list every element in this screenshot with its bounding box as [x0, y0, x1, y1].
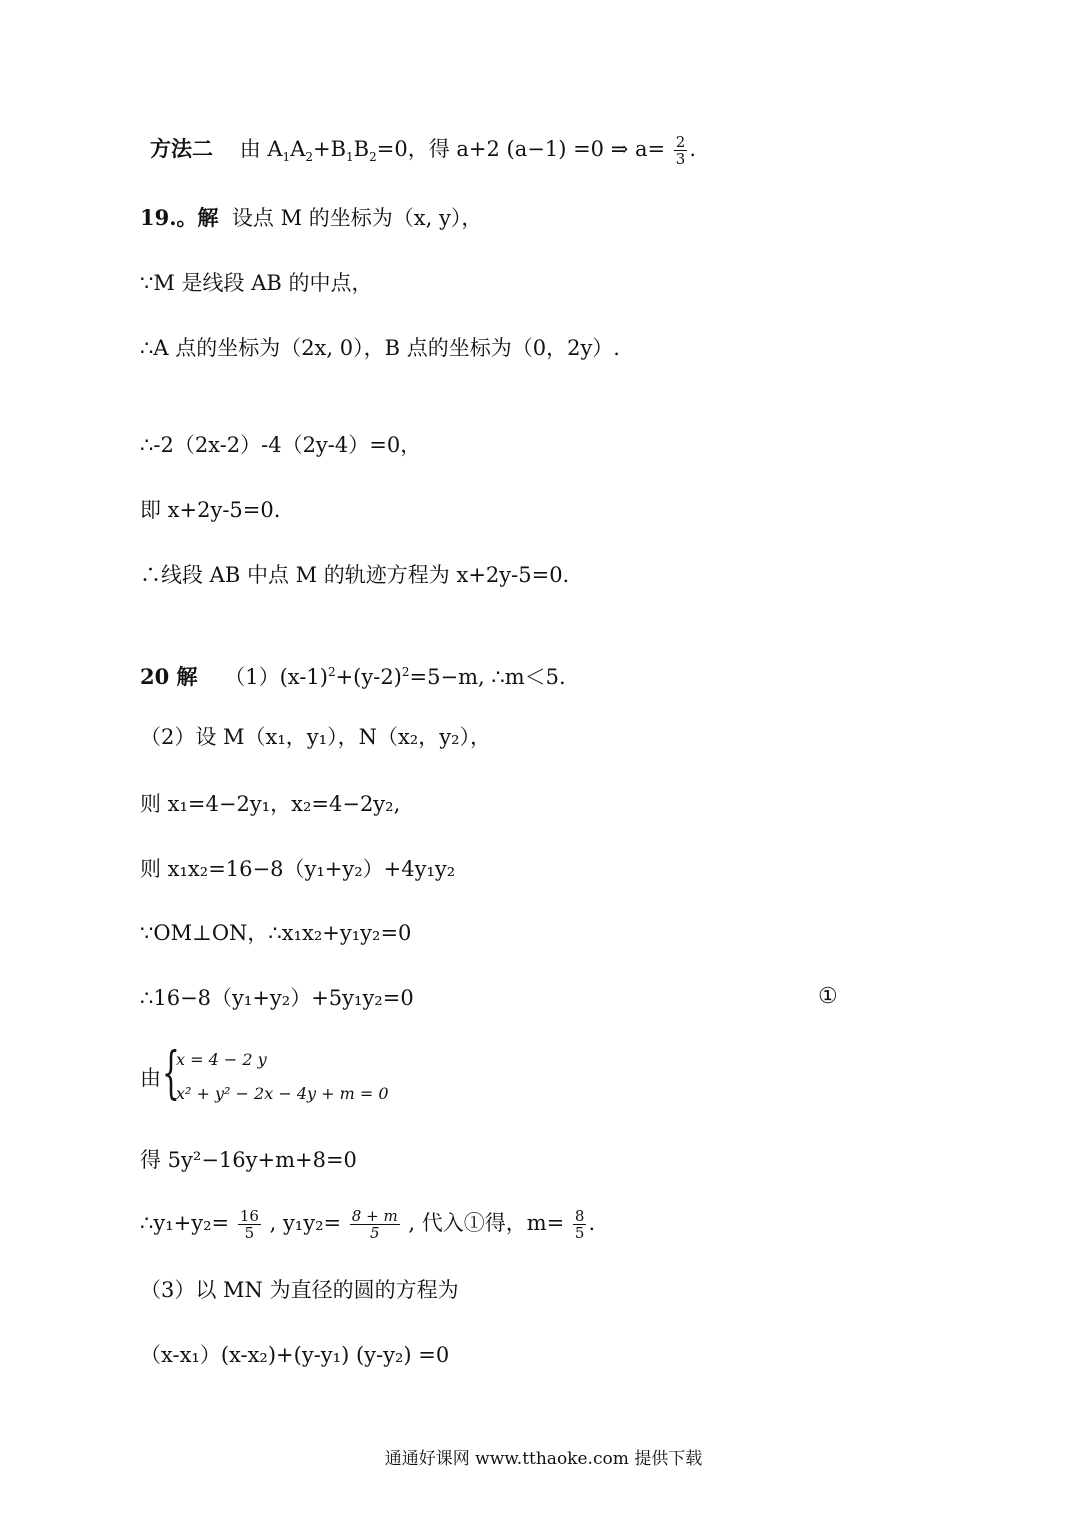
method-two-label: 方法二: [150, 136, 213, 161]
method-two-text-a: 由 A: [239, 137, 283, 161]
part-2-setup: （2）设 M（x₁，y₁），N（x₂，y₂），: [140, 725, 492, 749]
simplified-line: 即 x+2y-5=0.: [140, 498, 281, 522]
fraction-two-thirds: $\frac{2}{3}$: [675, 133, 686, 168]
locus-line: ∴线段 AB 中点 M 的轨迹方程为 x+2y-5=0.: [140, 563, 570, 587]
quadratic-line: 得 5y²−16y+m+8=0: [140, 1148, 357, 1172]
method-two-text-c: +B: [313, 137, 347, 161]
x-substitution-line: 则 x₁=4−2y₁，x₂=4−2y₂,: [140, 792, 401, 816]
equation-one-line: ∴16−8（y₁+y₂）+5y₁y₂=0: [140, 986, 414, 1010]
part-3-line: （3）以 MN 为直径的圆的方程为: [140, 1278, 459, 1302]
x-product-line: 则 x₁x₂=16−8（y₁+y₂）+4y₁y₂: [140, 857, 456, 881]
method-two-text-b: A: [290, 137, 306, 161]
method-two-text-d: B: [353, 137, 370, 161]
page-footer: 通通好课网 www.tthaoke.com 提供下载: [384, 1449, 703, 1469]
problem-19-heading: [140, 204, 482, 232]
fraction-8m-5: $\frac{8 + m}{5}$: [351, 1207, 398, 1242]
problem-20-label: 20 解: [140, 664, 198, 689]
vieta-line: ∴y₁+y₂= $\frac{16}{5}$ , y₁y₂= $\frac{8 + m}{5}$ , 代入①得，m= $\frac{8}{5}$ .: [140, 1207, 596, 1242]
coordinates-line: ∴A 点的坐标为（2x, 0），B 点的坐标为（0，2y）.: [140, 336, 620, 360]
fraction-8-5: $\frac{8}{5}$: [574, 1207, 585, 1242]
circle-equation-line: （x-x₁）(x-x₂)+(y-y₁) (y-y₂) =0: [140, 1343, 450, 1367]
equation-marker: ①: [818, 984, 838, 1009]
system-eq-1: x = 4 − 2 y: [176, 1050, 267, 1069]
problem-20-heading: 20 解 $(1)(x-1)^2+(y-2)^2=5-m$, ∴m＜5.: [140, 664, 566, 689]
method-two-line: 方法二 由 $A_1A_2+B_1B_2=0$，得 a+2 (a−1) =0 ⇒ a= $\frac{2}{3}$ .: [150, 133, 697, 168]
perpendicular-line: ∵OM⊥ON，∴x₁x₂+y₁y₂=0: [140, 921, 412, 945]
method-two-text-e: =0，得 a+2 (a−1) =0 ⇒ a=: [376, 137, 666, 161]
system-eq-2: x² + y² − 2x − 4y + m = 0: [176, 1084, 389, 1103]
problem-19-label: 19.。解: [140, 205, 219, 230]
equation-line: ∴-2（2x-2）-4（2y-4）=0，: [140, 433, 422, 457]
fraction-16-5: $\frac{16}{5}$: [239, 1207, 259, 1242]
problem-19-text: 设点 M 的坐标为（x, y），: [231, 206, 483, 230]
system-brace: {: [162, 1041, 180, 1106]
system-lead: 由: [140, 1066, 161, 1090]
midpoint-line: ∵M 是线段 AB 的中点，: [140, 271, 373, 295]
